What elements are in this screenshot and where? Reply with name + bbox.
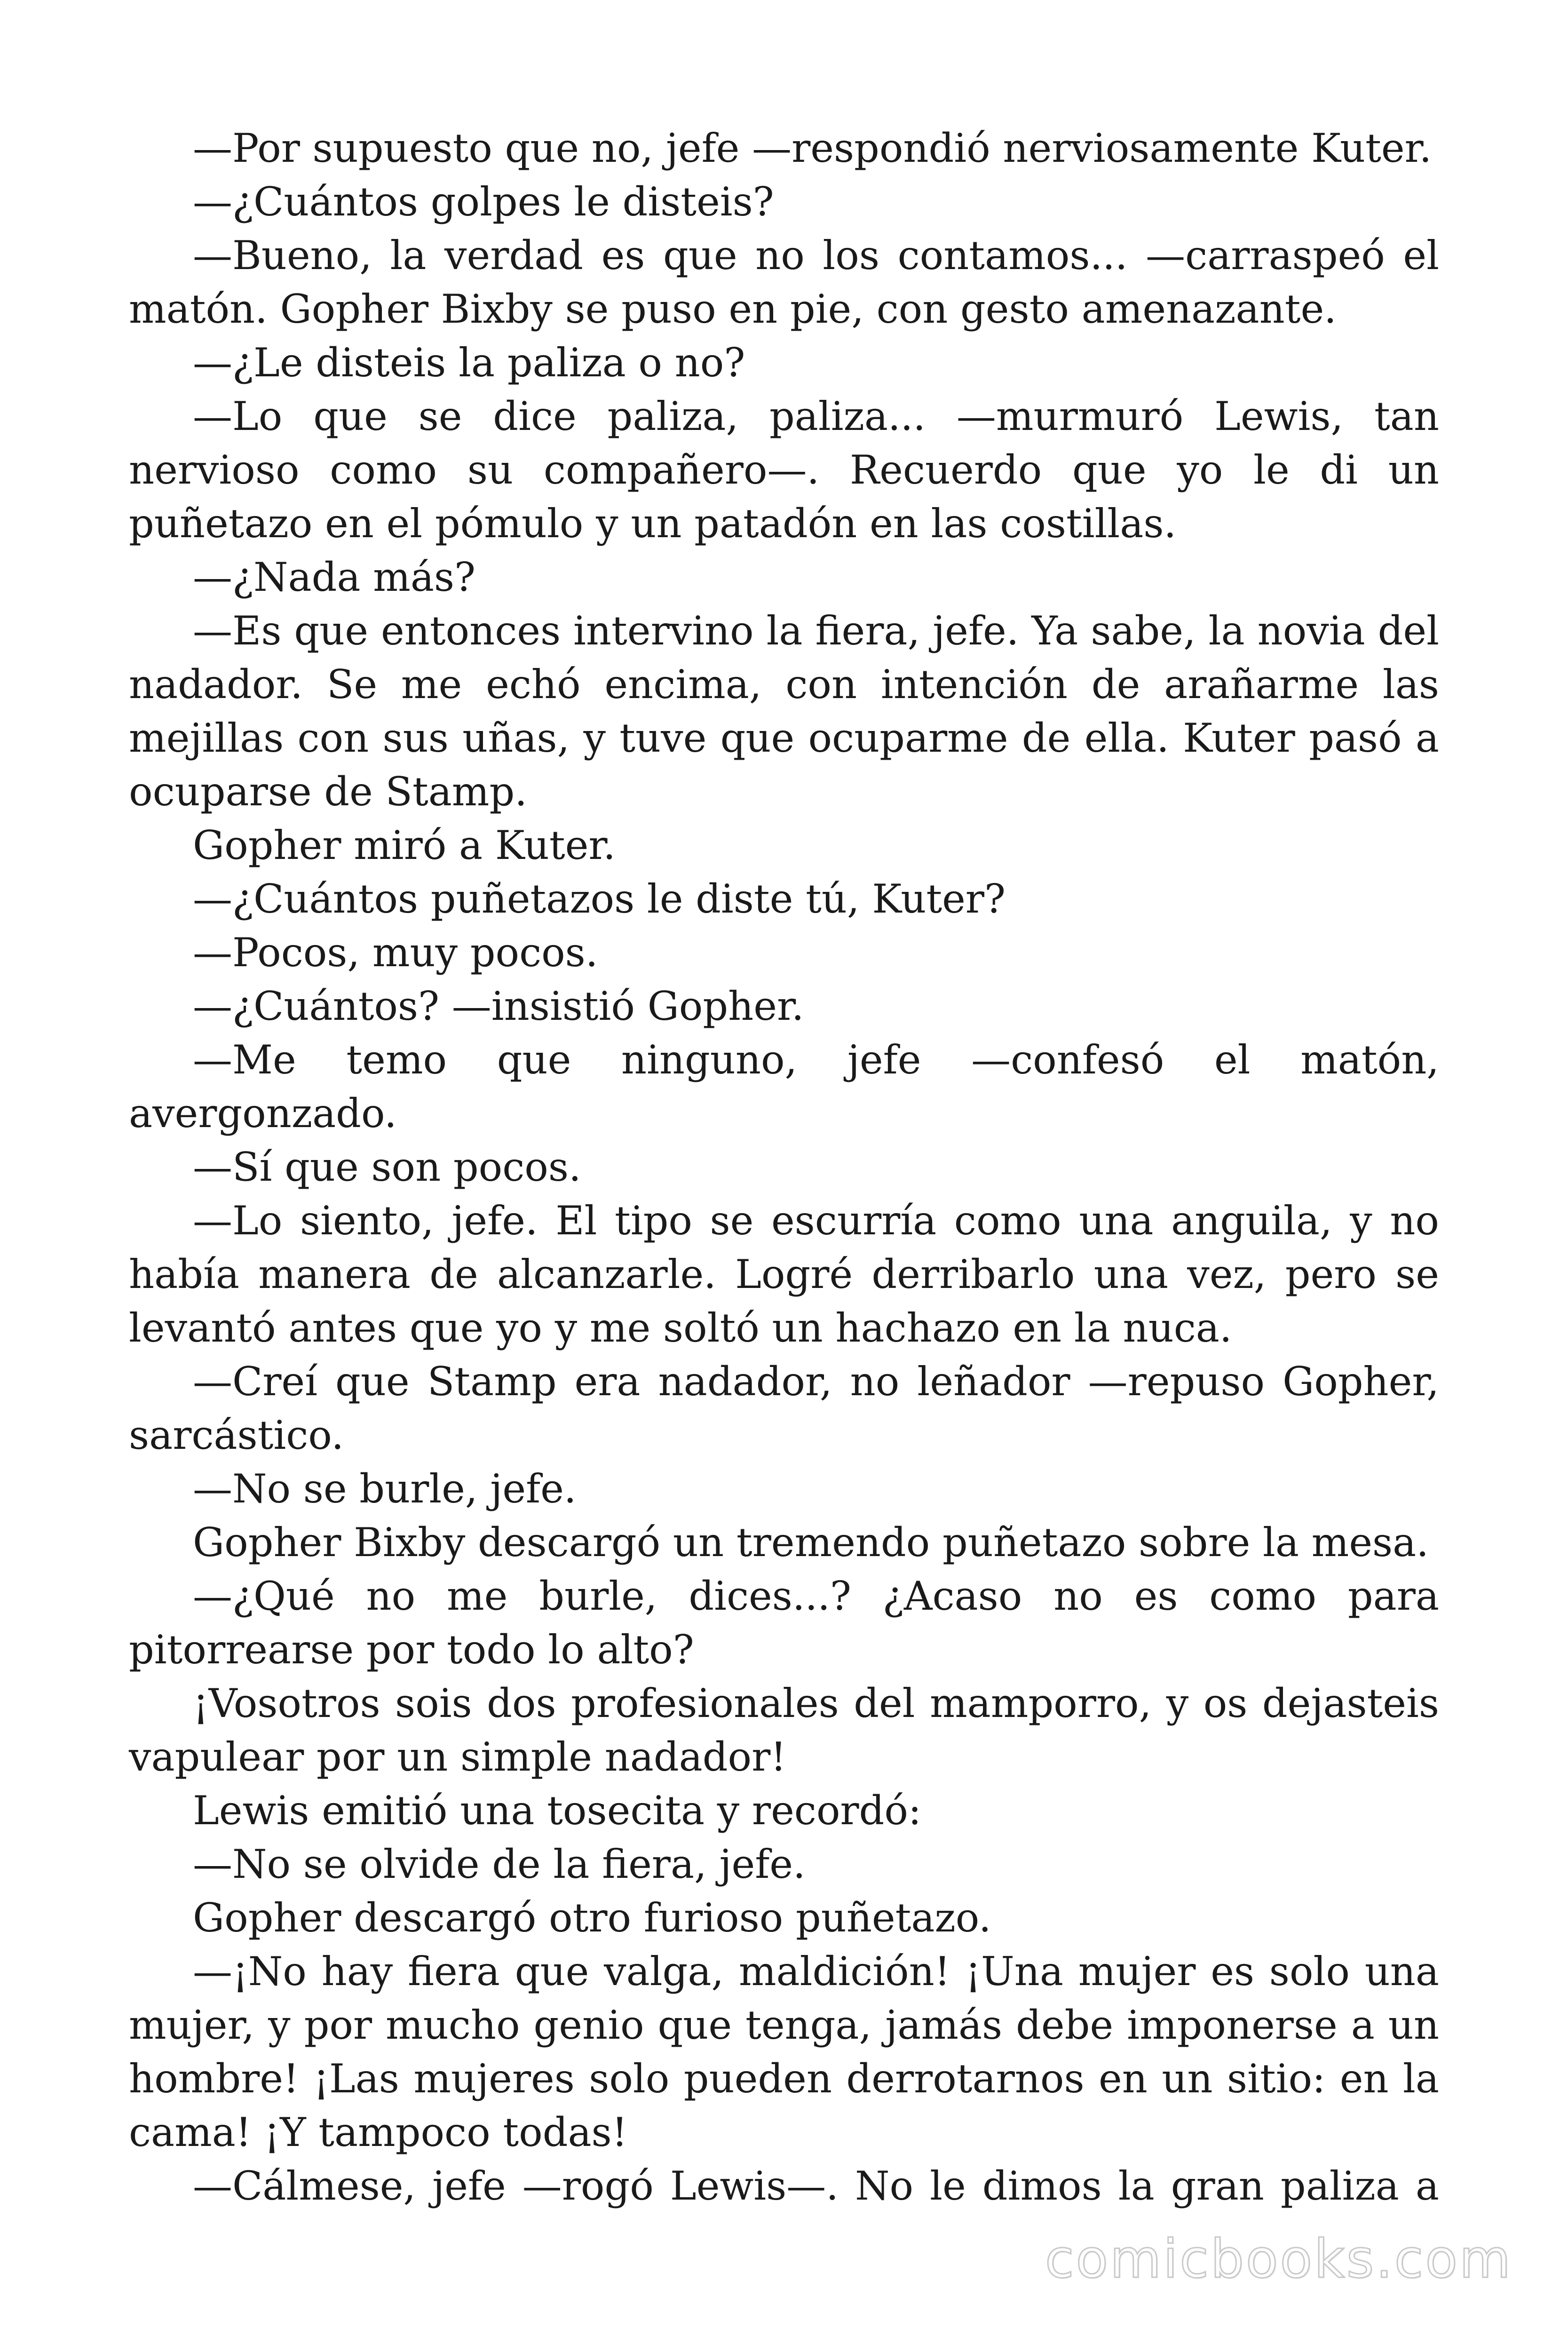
- paragraph: Gopher miró a Kuter.: [193, 822, 616, 868]
- paragraph: —¿Cuántos puñetazos le diste tú, Kuter?: [193, 876, 1006, 922]
- paragraph: Lewis emitió una tosecita y recordó:: [193, 1788, 922, 1834]
- paragraph: —¿Le disteis la paliza o no?: [193, 340, 745, 386]
- paragraph: —¡No hay fiera que valga, maldición! ¡Una mujer es solo una mujer, y por mucho genio que tenga, jamás debe imponerse a un hombre! ¡Las mujeres solo pueden derrotarnos en un sitio: en la cama! ¡Y tampoco todas!: [129, 1948, 1439, 2155]
- paragraph: —Por supuesto que no, jefe —respondió nerviosamente Kuter.: [193, 125, 1432, 171]
- paragraph: —Me temo que ninguno, jefe —confesó el matón, avergonzado.: [129, 1037, 1439, 1136]
- paragraph: ¡Vosotros sois dos profesionales del mamporro, y os dejasteis vapulear por un simple nadador!: [129, 1680, 1439, 1780]
- paragraph: —Lo que se dice paliza, paliza... —murmuró Lewis, tan nervioso como su compañero—. Recuerdo que yo le di un puñetazo en el pómulo y un patadón en las costillas.: [129, 393, 1439, 547]
- paragraph: —No se burle, jefe.: [193, 1466, 577, 1512]
- paragraph: —¿Nada más?: [193, 554, 476, 600]
- paragraph: —Pocos, muy pocos.: [193, 930, 598, 976]
- paragraph: —No se olvide de la fiera, jefe.: [193, 1841, 806, 1887]
- paragraph: —¿Cuántos? —insistió Gopher.: [193, 983, 804, 1029]
- paragraph: Gopher Bixby descargó un tremendo puñetazo sobre la mesa.: [193, 1519, 1429, 1565]
- paragraph: —Creí que Stamp era nadador, no leñador —repuso Gopher, sarcástico.: [129, 1359, 1439, 1458]
- paragraph-continued: —Cálmese, jefe —rogó Lewis—. No le dimos la gran paliza a: [193, 2163, 1439, 2209]
- paragraph: —¿Cuántos golpes le disteis?: [193, 179, 774, 225]
- watermark: comicbooks.com: [1045, 2229, 1513, 2290]
- paragraph: —¿Qué no me burle, dices...? ¿Acaso no es como para pitorrearse por todo lo alto?: [129, 1573, 1439, 1673]
- paragraph: —Es que entonces intervino la fiera, jefe. Ya sabe, la novia del nadador. Se me echó encima, con intención de arañarme las mejillas con sus uñas, y tuve que ocuparme de ella. Kuter pasó a ocuparse de Stamp.: [129, 608, 1439, 815]
- paragraph: —Sí que son pocos.: [193, 1144, 581, 1190]
- book-page-text: [129, 121, 1439, 2213]
- paragraph: —Lo siento, jefe. El tipo se escurría como una anguila, y no había manera de alcanzarle. Logré derribarlo una vez, pero se levantó antes que yo y me soltó un hachazo en la nuca.: [129, 1198, 1439, 1351]
- paragraph: —Bueno, la verdad es que no los contamos... —carraspeó el matón. Gopher Bixby se puso en pie, con gesto amenazante.: [129, 232, 1439, 332]
- paragraph: Gopher descargó otro furioso puñetazo.: [193, 1895, 991, 1941]
